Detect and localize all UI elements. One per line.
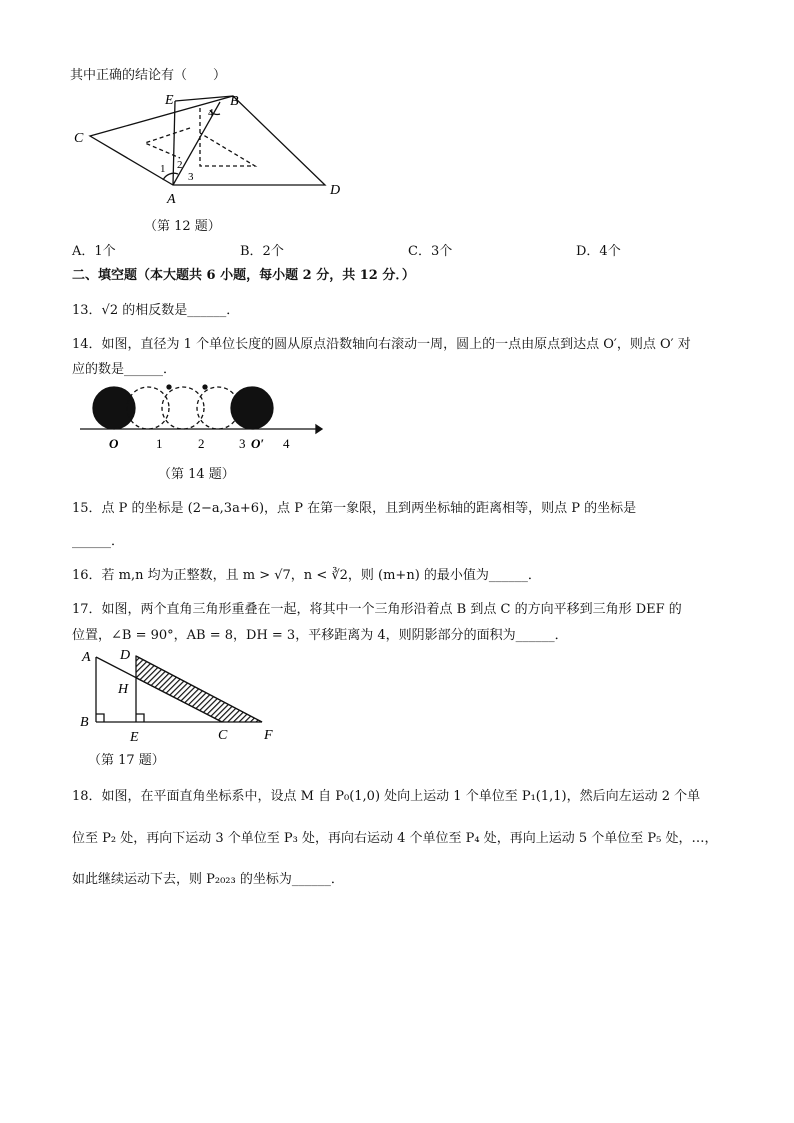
q17-line1: 17．如图，两个直角三角形重叠在一起，将其中一个三角形沿着点 B 到点 C 的方向平移到三角形 DEF 的 xyxy=(72,602,682,617)
q17-label-A: A xyxy=(82,650,91,665)
q12-label-D: D xyxy=(330,183,341,198)
q12-angle-3: 3 xyxy=(188,171,194,183)
q12-figure xyxy=(60,88,360,213)
q14-label-3: 3 xyxy=(239,436,246,451)
q17-label-B: B xyxy=(80,715,89,730)
q18-line2: 位至 P₂ 处，再向下运动 3 个单位至 P₃ 处，再向右运动 4 个单位至 P₄ 处，再向上运动 5 个单位至 P₅ 处，…， xyxy=(72,831,718,846)
q12-label-C: C xyxy=(74,131,84,146)
q12-angle-2: 2 xyxy=(177,159,183,171)
q17-label-E: E xyxy=(130,730,139,745)
q18-line3: 如此继续运动下去，则 P₂₀₂₃ 的坐标为______． xyxy=(72,872,344,887)
q12-option-a: A．1个 xyxy=(72,244,116,259)
q17-line2: 位置，∠B = 90°，AB = 8，DH = 3，平移距离为 4，则阴影部分的面积为______． xyxy=(72,628,568,643)
q14-label-1: 1 xyxy=(156,436,163,451)
q14-label-4: 4 xyxy=(283,436,290,451)
q17-label-F: F xyxy=(264,728,273,743)
q12-label-E: E xyxy=(165,93,174,108)
q14-end-circle xyxy=(231,387,273,429)
q14-label-2: 2 xyxy=(198,436,205,451)
q12-intro: 其中正确的结论有（ ） xyxy=(70,68,227,83)
q12-label-A: A xyxy=(167,192,176,207)
q12-option-c: C．3个 xyxy=(408,244,453,259)
q14-caption: （第 14 题） xyxy=(158,467,235,482)
q14-label-O: O xyxy=(109,436,119,451)
q18-line1: 18．如图，在平面直角坐标系中，设点 M 自 P₀(1,0) 处向上运动 1 个单位至 P₁(1,1)，然后向左运动 2 个单 xyxy=(72,789,701,804)
section-title: 二、填空题（本大题共 6 小题，每小题 2 分，共 12 分．） xyxy=(72,268,415,283)
q15-line1: 15．点 P 的坐标是 (2−a,3a+6)，点 P 在第一象限，且到两坐标轴的距离相等，则点 P 的坐标是 xyxy=(72,501,637,516)
q14-line2: 应的数是______． xyxy=(72,362,177,377)
q12-option-d: D．4个 xyxy=(576,244,621,259)
q14-line1: 14．如图，直径为 1 个单位长度的圆从原点沿数轴向右滚动一周，圆上的一点由原点到达点 O′，则点 O′ 对 xyxy=(72,337,691,352)
q12-angle-1: 1 xyxy=(160,163,166,175)
q17-caption: （第 17 题） xyxy=(88,753,165,768)
q12-label-B: B xyxy=(230,94,239,109)
q17-label-D: D xyxy=(120,648,131,663)
q12-caption: （第 12 题） xyxy=(144,219,221,234)
q14-label-O-prime: O′ xyxy=(251,436,265,451)
q17-label-H: H xyxy=(118,682,129,697)
q13-text: 13．√2 的相反数是______． xyxy=(72,303,240,318)
q14-figure xyxy=(76,380,326,455)
q17-label-C: C xyxy=(218,728,228,743)
q12-angle-4: 4 xyxy=(208,107,214,119)
q17-figure xyxy=(72,645,287,745)
q12-option-b: B．2个 xyxy=(240,244,284,259)
q15-line2: ______． xyxy=(72,534,125,549)
q14-arrow xyxy=(316,425,322,433)
q16-text: 16．若 m,n 均为正整数，且 m > √7，n < ∛2，则 (m+n) 的最小值为______． xyxy=(72,568,541,583)
q14-start-circle xyxy=(93,387,135,429)
